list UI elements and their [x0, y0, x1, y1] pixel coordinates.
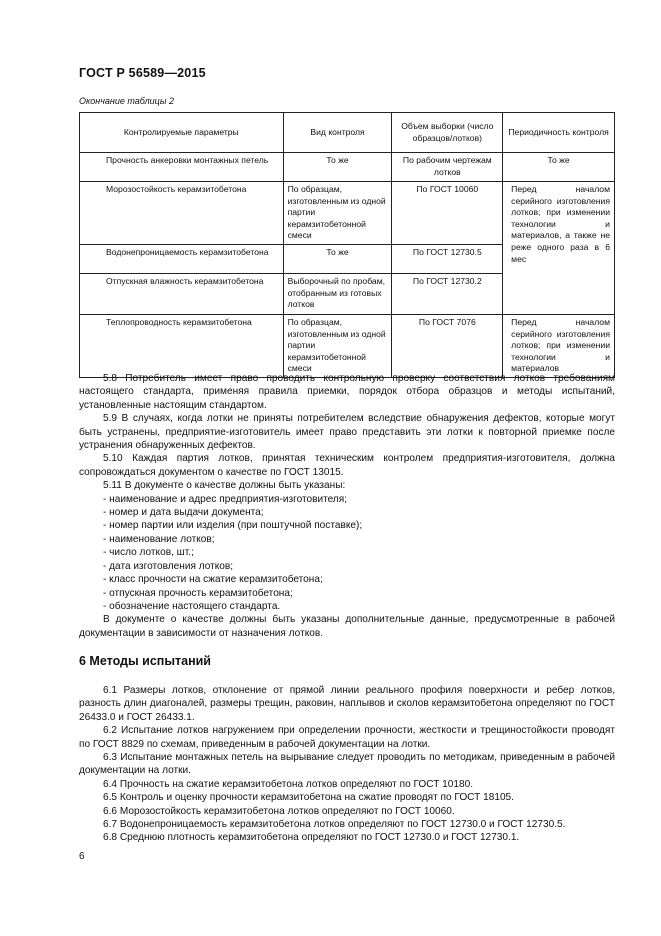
- page-number: 6: [79, 851, 85, 862]
- paragraph-6-3: 6.3 Испытание монтажных петель на вырывание следует проводить по методикам, приведенным в рабочей документации на лотки.: [79, 752, 615, 777]
- list-item: - наименование и адрес предприятия-изготовителя;: [103, 493, 348, 505]
- paragraph-6-1: 6.1 Размеры лотков, отклонение от прямой линии реального профиля поверхности и ребер лотков, разность длин диагоналей, размеры трещин, раковин, наплывов и сколов керамзитобетона определяют по ГОСТ 26433.0 и ГОСТ 26433.1.: [79, 685, 615, 723]
- kind-cell: То же: [283, 153, 392, 182]
- list-item: - обозначение настоящего стандарта.: [103, 600, 281, 612]
- paragraph-5-11: 5.11 В документе о качестве должны быть указаны:: [103, 480, 346, 492]
- period-cell: Перед началом серийного изготовления лотков; при изменении технологии и материалов: [503, 314, 615, 377]
- column-header: Объем выборки (число образцов/лотков): [392, 113, 503, 153]
- section-6-text: [79, 684, 615, 845]
- paragraph-6-2: 6.2 Испытание лотков нагружением при определении прочности, жесткости и трещиностойкости проводят по ГОСТ 8829 по схемам, приведенным в рабочей документации на лотки.: [79, 725, 615, 750]
- table-header-row: [80, 113, 615, 153]
- param-cell: Теплопроводность керамзитобетона: [80, 314, 284, 377]
- param-cell: Водонепроницаемость керамзитобетона: [80, 244, 284, 273]
- document-header: ГОСТ Р 56589—2015: [79, 66, 206, 80]
- section-6-heading: 6 Методы испытаний: [79, 654, 211, 668]
- period-cell: Перед началом серийного изготовления лотков; при изменении технологии и материалов, а также не реже одного раза в 6 мес: [503, 182, 615, 315]
- column-header: Периодичность контроля: [503, 113, 615, 153]
- kind-cell: Выборочный по пробам, отобранным из готовых лотков: [283, 273, 392, 314]
- sample-cell: По ГОСТ 12730.5: [392, 244, 503, 273]
- sample-cell: По рабочим чертежам лотков: [392, 153, 503, 182]
- paragraph-6-6: 6.6 Морозостойкость керамзитобетона лотков определяют по ГОСТ 10060.: [103, 805, 455, 817]
- kind-cell: То же: [283, 244, 392, 273]
- column-header: Контролируемые параметры: [80, 113, 284, 153]
- sample-cell: По ГОСТ 12730.2: [392, 273, 503, 314]
- period-cell: То же: [503, 153, 615, 182]
- table-caption: Окончание таблицы 2: [79, 96, 174, 106]
- list-item: - отпускная прочность керамзитобетона;: [103, 587, 293, 599]
- paragraph-5-9: 5.9 В случаях, когда лотки не приняты потребителем вследствие обнаружения дефектов, которые могут быть устранены, предприятие-изготовитель имеет право представить эти лотки к повторной приемке после устранения обнаруженных дефектов.: [79, 413, 615, 452]
- table-row: [80, 153, 615, 182]
- sample-cell: По ГОСТ 7076: [392, 314, 503, 377]
- table-row: [80, 314, 615, 377]
- paragraph-6-4: 6.4 Прочность на сжатие керамзитобетона лотков определяют по ГОСТ 10180.: [103, 778, 474, 790]
- paragraph-extra: В документе о качестве должны быть указаны дополнительные данные, предусмотренные в рабочей документации в зависимости от назначения лотков.: [79, 614, 615, 639]
- sample-cell: По ГОСТ 10060: [392, 182, 503, 245]
- param-cell: Прочность анкеровки монтажных петель: [80, 153, 284, 182]
- list-item: - номер партии или изделия (при поштучной поставке);: [103, 520, 363, 532]
- paragraph-5-10: 5.10 Каждая партия лотков, принятая техническим контролем предприятия-изготовителя, должна сопровождаться документом о качестве по ГОСТ 13015.: [79, 453, 615, 478]
- paragraph-5-8: 5.8 Потребитель имеет право проводить контрольную проверку соответствия лотков требованиям настоящего стандарта, применяя правила приемки, порядок отбора образцов и методы испытаний, установленные настоящим стандартом.: [79, 373, 615, 411]
- column-header: Вид контроля: [283, 113, 392, 153]
- kind-cell: По образцам, изготовленным из одной партии керамзитобетонной смеси: [283, 182, 392, 245]
- list-item: - класс прочности на сжатие керамзитобетона;: [103, 574, 323, 586]
- table-row: [80, 182, 615, 245]
- kind-cell: По образцам, изготовленным из одной партии керамзитобетонной смеси: [283, 314, 392, 377]
- list-item: - наименование лотков;: [103, 533, 215, 545]
- list-item: - номер и дата выдачи документа;: [103, 507, 264, 519]
- param-cell: Отпускная влажность керамзитобетона: [80, 273, 284, 314]
- paragraph-6-7: 6.7 Водонепроницаемость керамзитобетона лотков определяют по ГОСТ 12730.0 и ГОСТ 12730.5.: [103, 819, 566, 831]
- paragraph-6-5: 6.5 Контроль и оценку прочности керамзитобетона на сжатие проводят по ГОСТ 18105.: [103, 792, 514, 804]
- list-item: - дата изготовления лотков;: [103, 560, 234, 572]
- list-item: - число лотков, шт.;: [103, 547, 194, 559]
- table-2: [79, 112, 615, 378]
- section-5-text: [79, 372, 615, 640]
- paragraph-6-8: 6.8 Среднюю плотность керамзитобетона определяют по ГОСТ 12730.0 и ГОСТ 12730.1.: [103, 832, 520, 844]
- param-cell: Морозостойкость керамзитобетона: [80, 182, 284, 245]
